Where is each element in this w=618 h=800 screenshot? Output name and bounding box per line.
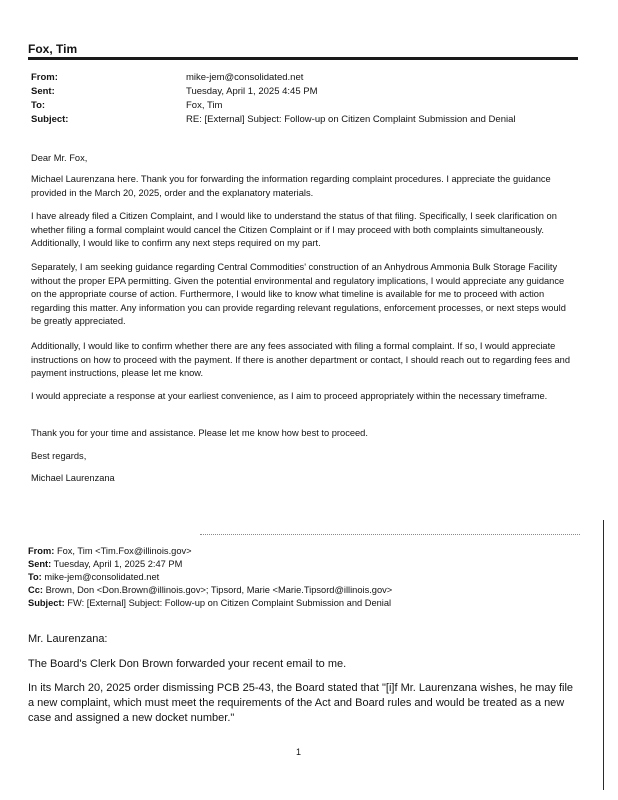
sent-value: Tuesday, April 1, 2025 4:45 PM — [186, 86, 318, 97]
body-paragraph: I would appreciate a response at your earliest convenience, as I aim to proceed appropriately within the necessary timeframe. — [31, 391, 548, 401]
page-number: 1 — [296, 747, 302, 757]
from-label: From: — [31, 72, 58, 83]
to-value: Fox, Tim — [186, 100, 223, 111]
fw-paragraph: In its March 20, 2025 order dismissing PCB 25-43, the Board stated that "[i]f Mr. Laurenzana wishes, he may file a new complaint, which must meet the requirements of the Act and Board rules and would be treated as a new case and assigned a new docket number." — [28, 682, 574, 724]
sender-name: Fox, Tim — [28, 42, 78, 56]
fw-from-value: Fox, Tim <Tim.Fox@illinois.gov> — [56, 546, 192, 556]
fw-subject-label: Subject: — [28, 598, 65, 608]
fw-from-label: From: — [28, 546, 55, 556]
scan-edge-line — [603, 520, 604, 790]
separator-rule — [200, 534, 580, 535]
fw-sent-line — [28, 558, 182, 570]
subject-label: Subject: — [31, 114, 69, 125]
fw-cc-line — [28, 584, 392, 596]
fw-cc-value: Brown, Don <Don.Brown@illinois.gov>; Tipsord, Marie <Marie.Tipsord@illinois.gov> — [45, 585, 393, 595]
body-paragraph: Additionally, I would like to confirm whether there are any fees associated with filing a formal complaint. If so, I would appreciate instructions on how to proceed with the payment. If there is another department or contact, I should reach out to regarding fees and payment instructions, please let me know. — [31, 341, 571, 378]
fw-sent-value: Tuesday, April 1, 2025 2:47 PM — [53, 559, 183, 569]
fw-greeting: Mr. Laurenzana: — [28, 633, 108, 645]
fw-subject-line — [28, 597, 391, 609]
greeting: Dear Mr. Fox, — [31, 153, 88, 163]
fw-subject-value: FW: [External] Subject: Follow-up on Citizen Complaint Submission and Denial — [67, 598, 392, 608]
to-label: To: — [31, 100, 46, 111]
fw-cc-label: Cc: — [28, 585, 43, 595]
fw-to-value: mike-jem@consolidated.net — [44, 572, 160, 582]
header-rule — [28, 57, 578, 60]
body-paragraph: Michael Laurenzana here. Thank you for forwarding the information regarding complaint procedures. I appreciate the guidance provided in the March 20, 2025, order and the explanatory materials. — [31, 174, 551, 198]
fw-to-label: To: — [28, 572, 42, 582]
body-paragraph: I have already filed a Citizen Complaint, and I would like to understand the status of that filing. Specifically, I seek clarification on whether filing a formal complaint would cancel the Citizen Complaint or if I may proceed with both complaints simultaneously. Additionally, I would like to confirm any next steps required on my part. — [31, 211, 557, 248]
fw-sent-label: Sent: — [28, 559, 52, 569]
fw-paragraph: The Board's Clerk Don Brown forwarded your recent email to me. — [28, 658, 347, 670]
body-paragraph: Separately, I am seeking guidance regarding Central Commodities' construction of an Anhydrous Ammonia Bulk Storage Facility without the proper EPA permitting. Given the potential environmental and regulatory implications, I would appreciate any guidance on the appropriate course of action. Furthermore, I would like to know what timeline is available for me to proceed with action regarding this matter. Any information you can provide regarding relevant regulations, enforcement processes, or next steps would be greatly appreciated. — [31, 262, 566, 326]
subject-value: RE: [External] Subject: Follow-up on Citizen Complaint Submission and Denial — [186, 114, 516, 125]
fw-to-line — [28, 571, 159, 583]
closing: Best regards, — [31, 451, 87, 461]
fw-from-line — [28, 545, 192, 557]
sent-label: Sent: — [31, 86, 55, 97]
body-paragraph: Thank you for your time and assistance. Please let me know how best to proceed. — [31, 428, 368, 438]
from-value: mike-jem@consolidated.net — [186, 72, 304, 83]
signature: Michael Laurenzana — [31, 473, 115, 483]
